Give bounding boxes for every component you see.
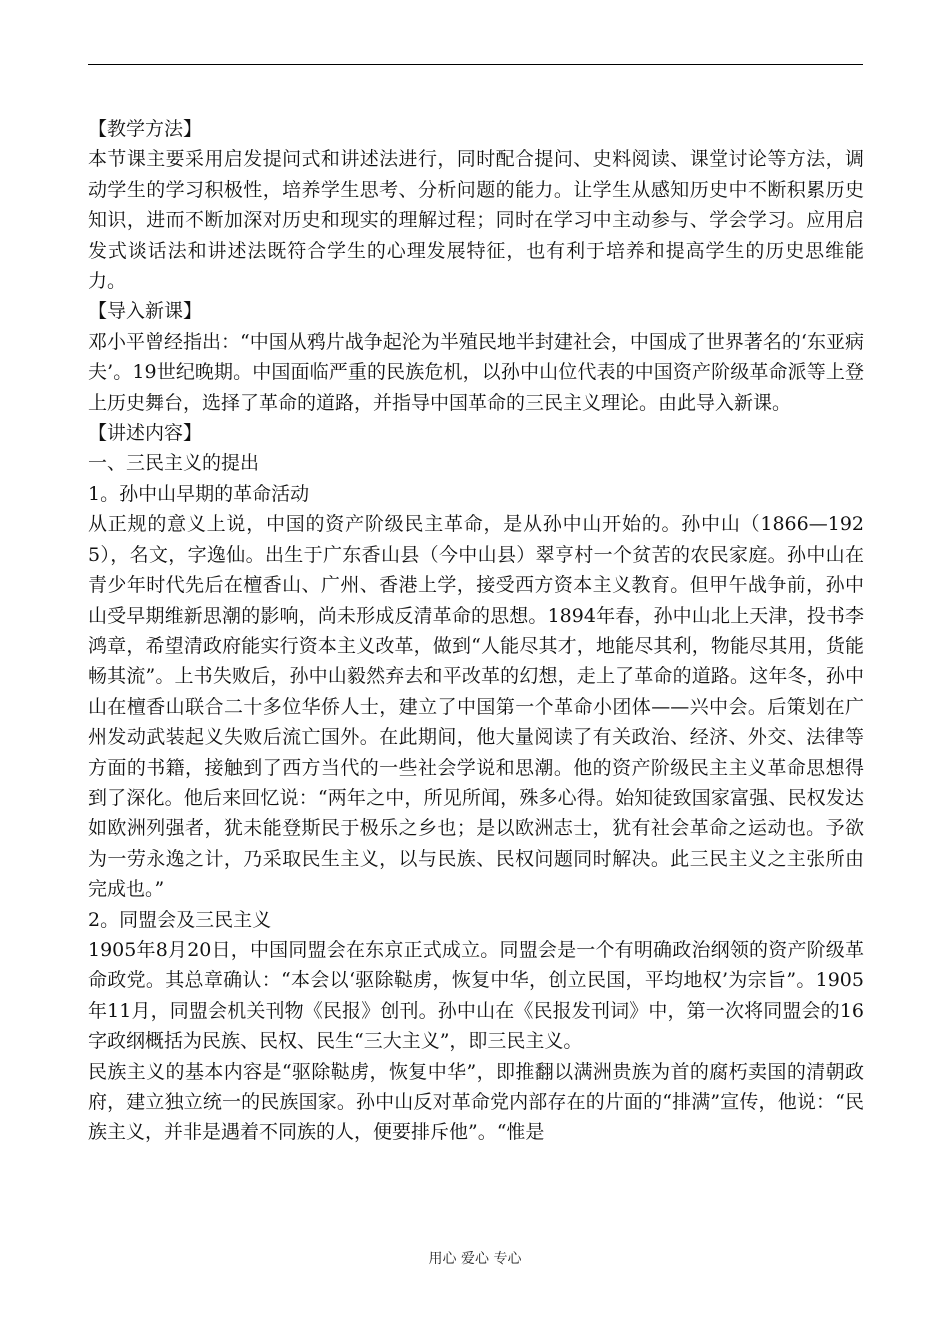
- document-body: [88, 114, 864, 1148]
- subsection-one-title: 1。孙中山早期的革命活动: [88, 482, 310, 505]
- content-heading: 【讲述内容】: [88, 422, 203, 445]
- header-rule: [88, 64, 863, 65]
- teaching-method-paragraph: 本节课主要采用启发提问式和讲述法进行，同时配合提问、史料阅读、课堂讨论等方法，调动学生的学习积极性，培养学生思考、分析问题的能力。让学生从感知历史中不断积累历史知识，进而不断加深对历史和现实的理解过程；同时在学习中主动参与、学会学习。应用启发式谈话法和讲述法既符合学生的心理发展特征，也有利于培养和提高学生的历史思维能力。: [88, 148, 864, 293]
- subsection-two-title: 2。同盟会及三民主义: [88, 908, 272, 931]
- teaching-method-heading: 【教学方法】: [88, 118, 203, 140]
- intro-heading: 【导入新课】: [88, 300, 203, 323]
- part-one-title: 一、三民主义的提出: [88, 452, 260, 475]
- page-footer: 用心 爱心 专心: [428, 1251, 522, 1267]
- intro-paragraph: 邓小平曾经指出：“中国从鸦片战争起沦为半殖民地半封建社会，中国成了世界著名的‘东亚病夫’。19世纪晚期。中国面临严重的民族危机，以孙中山位代表的中国资产阶级革命派等上登上历史舞台，选择了革命的道路，并指导中国革命的三民主义理论。由此导入新课。: [88, 330, 864, 414]
- subsection-two-paragraph: 1905年8月20日，中国同盟会在东京正式成立。同盟会是一个有明确政治纲领的资产阶级革命政党。其总章确认：“本会以‘驱除鞑虏，恢复中华，创立民国，平均地权’为宗旨”。1905年11月，同盟会机关刊物《民报》创刊。孙中山在《民报发刊词》中，第一次将同盟会的16字政纲概括为民族、民权、民生“三大主义”，即三民主义。: [88, 938, 864, 1053]
- subsection-one-paragraph: 从正规的意义上说，中国的资产阶级民主革命，是从孙中山开始的。孙中山（1866—1925），名文，字逸仙。出生于广东香山县（今中山县）翠亨村一个贫苦的农民家庭。孙中山在青少年时代先后在檀香山、广州、香港上学，接受西方资本主义教育。但甲午战争前，孙中山受早期维新思潮的影响，尚未形成反清革命的思想。1894年春，孙中山北上天津，投书李鸿章，希望清政府能实行资本主义改革，做到“人能尽其才，地能尽其利，物能尽其用，货能畅其流”。上书失败后，孙中山毅然弃去和平改革的幻想，走上了革命的道路。这年冬，孙中山在檀香山联合二十多位华侨人士，建立了中国第一个革命小团体——兴中会。后策划在广州发动武装起义失败后流亡国外。在此期间，他大量阅读了有关政治、经济、外交、法律等方面的书籍，接触到了西方当代的一些社会学说和思潮。他的资产阶级民主主义革命思想得到了深化。他后来回忆说：“两年之中，所见所闻，殊多心得。始知徒致国家富强、民权发达如欧洲列强者，犹未能登斯民于极乐之乡也；是以欧洲志士，犹有社会革命之运动也。予欲为一劳永逸之计，乃采取民生主义，以与民族、民权问题同时解决。此三民主义之主张所由完成也。”: [88, 513, 864, 901]
- nationalism-paragraph: 民族主义的基本内容是“驱除鞑虏，恢复中华”，即推翻以满洲贵族为首的腐朽卖国的清朝政府，建立独立统一的民族国家。孙中山反对革命党内部存在的片面的“排满”宣传，他说：“民族主义，并非是遇着不同族的人，便要排斥他”。“惟是: [88, 1060, 864, 1144]
